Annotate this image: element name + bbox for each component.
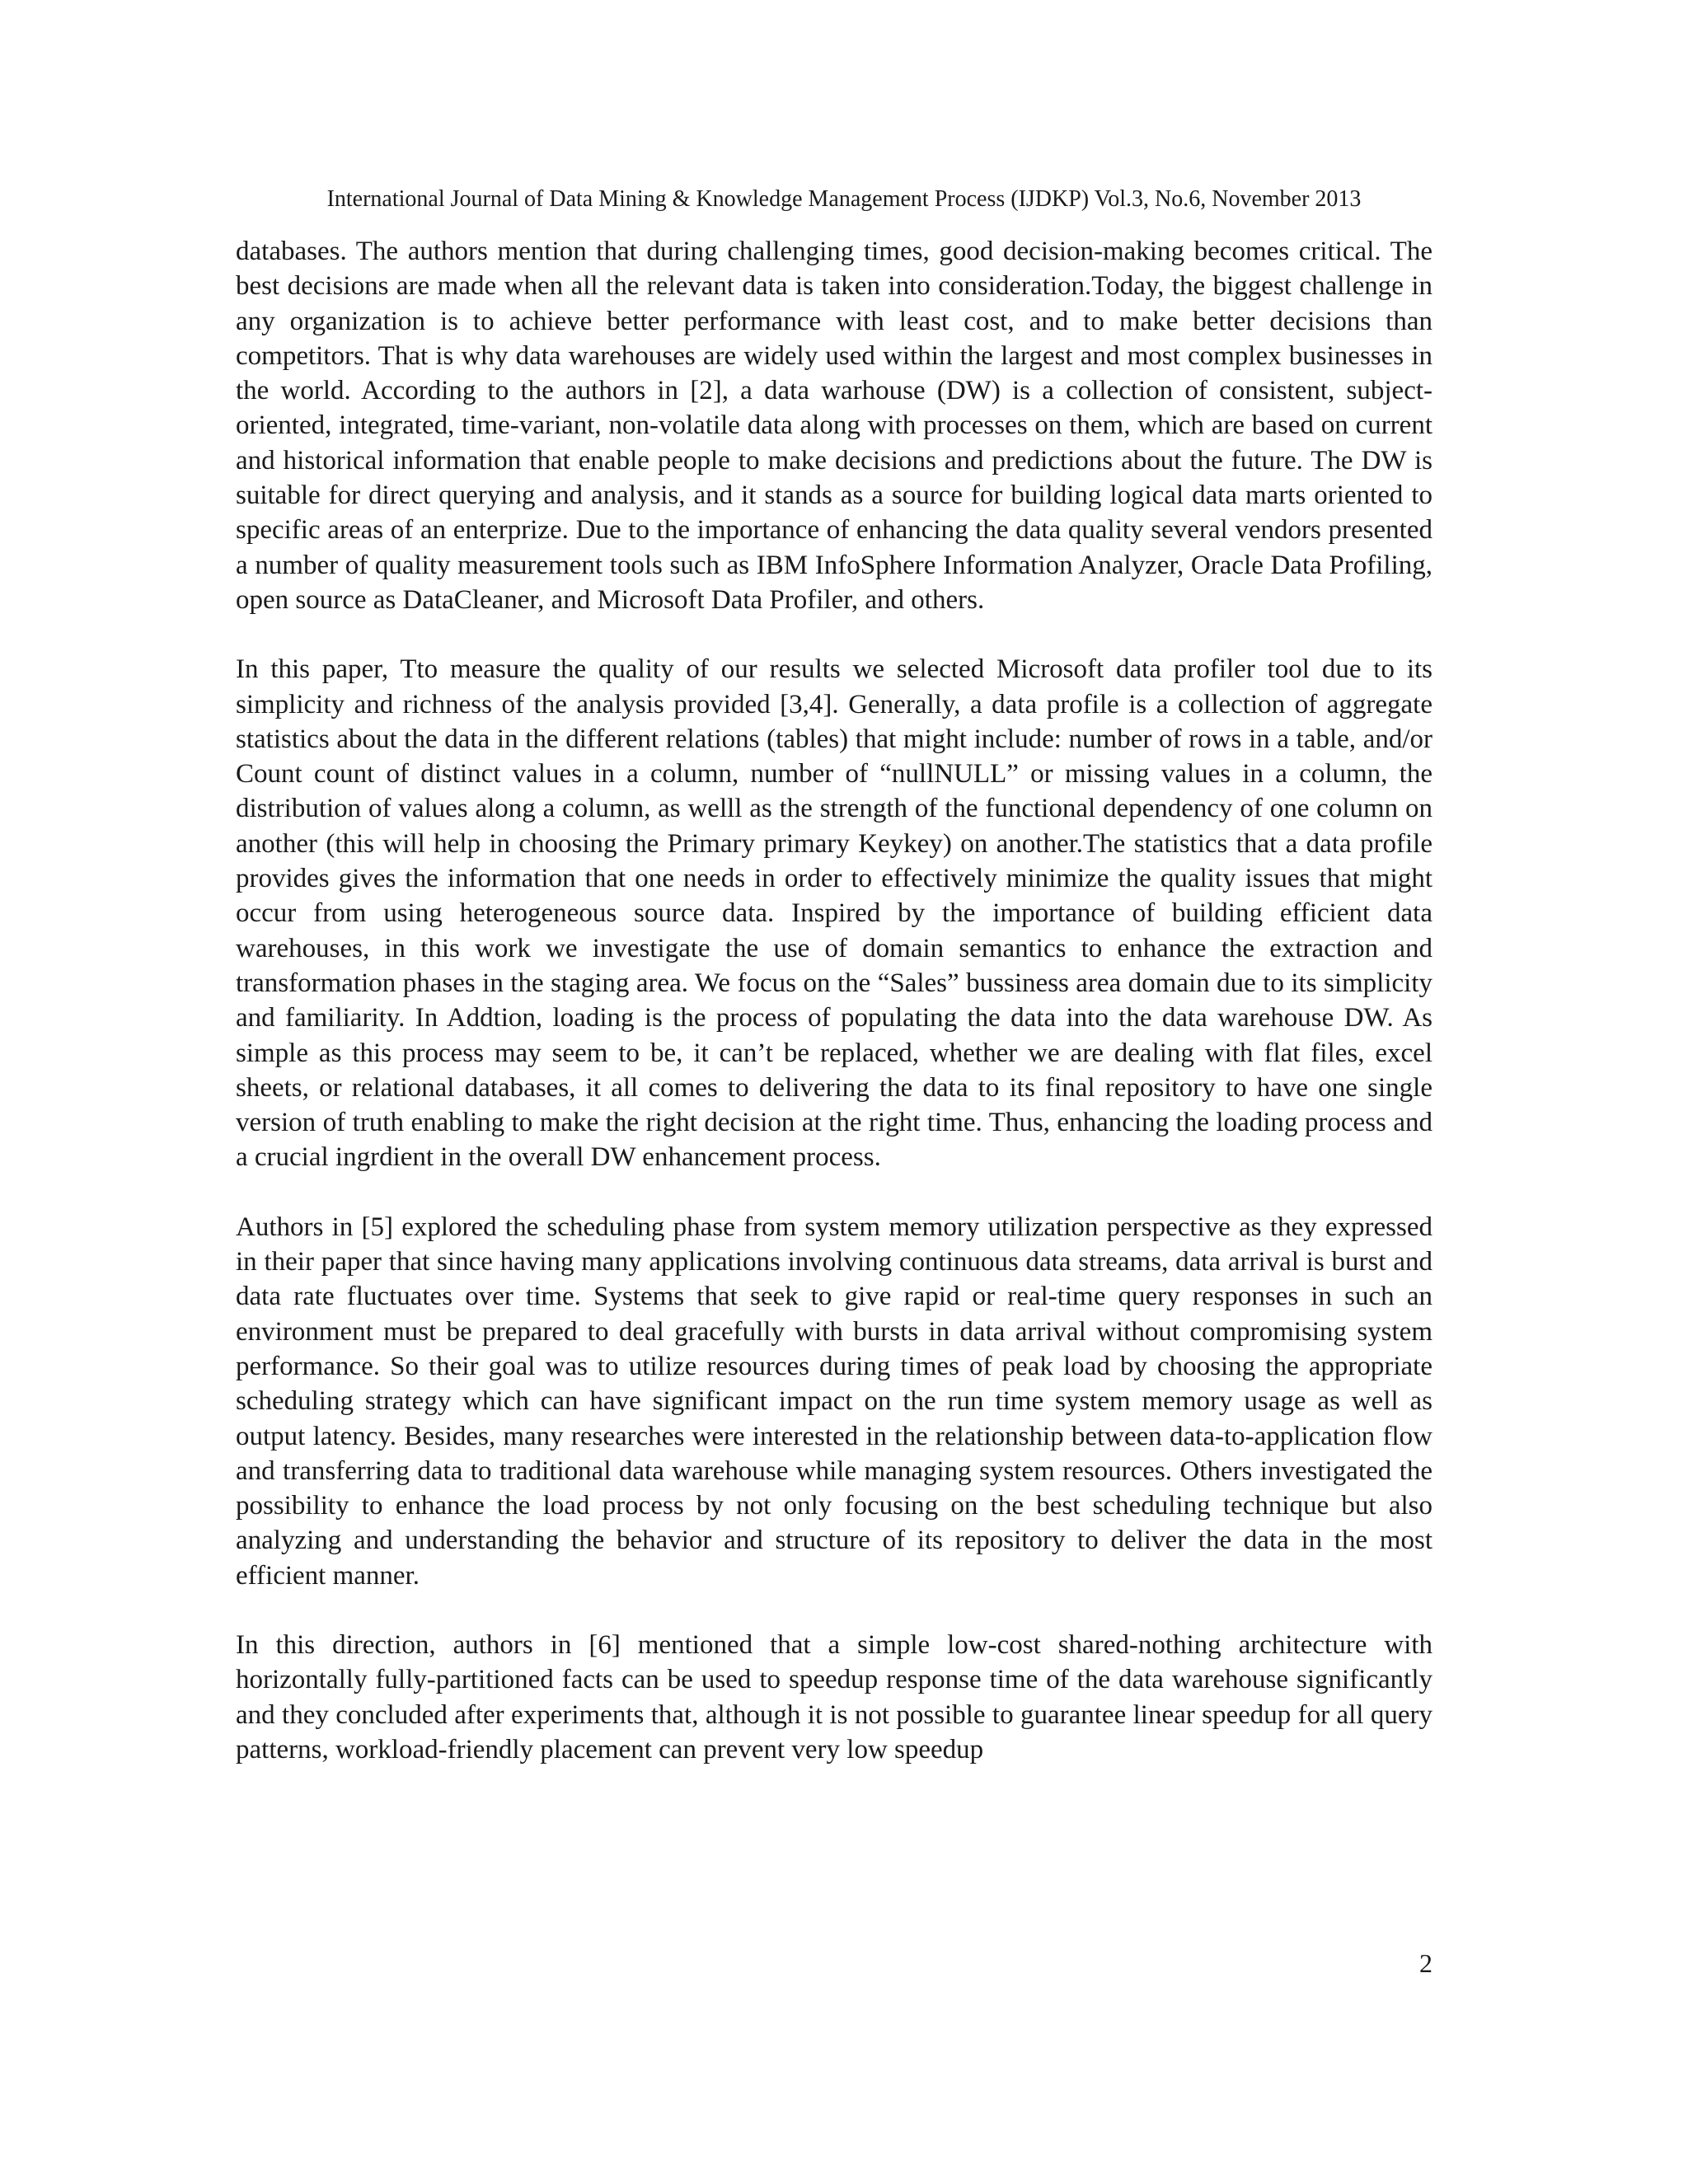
paragraph: In this direction, authors in [6] mentioned that a simple low-cost shared-nothing architecture with horizontally fully-partitioned facts can be used to speedup response time of the data warehouse significantly and they concluded after experiments that, although it is not possible to guarantee linear speedup for all query patterns, workload-friendly placement can prevent very low speedup [236,1629,1432,1765]
paragraph: databases. The authors mention that during challenging times, good decision-making becomes critical. The best decisions are made when all the relevant data is taken into consideration.Today, the biggest challenge in any organization is to achieve better performance with least cost, and to make better decisions than competitors. That is why data warehouses are widely used within the largest and most complex businesses in the world. According to the authors in [2], a data warhouse (DW) is a collection of consistent, subject-oriented, integrated, time-variant, non-volatile data along with processes on them, which are based on current and historical information that enable people to make decisions and predictions about the future. The DW is suitable for direct querying and analysis, and it stands as a source for building logical data marts oriented to specific areas of an enterprize. Due to the importance of enhancing the data quality several vendors presented a number of quality measurement tools such as IBM InfoSphere Information Analyzer, Oracle Data Profiling, open source as DataCleaner, and Microsoft Data Profiler, and others. [236,237,1432,615]
paragraph: Authors in [5] explored the scheduling phase from system memory utilization perspective as they expressed in their paper that since having many applications involving continuous data streams, data arrival is burst and data rate fluctuates over time. Systems that seek to give rapid or real-time query responses in such an environment must be prepared to deal gracefully with bursts in data arrival without compromising system performance. So their goal was to utilize resources during times of peak load by choosing the appropriate scheduling strategy which can have significant impact on the run time system memory usage as well as output latency. Besides, many researches were interested in the relationship between data-to-application flow and transferring data to traditional data warehouse while managing system resources. Others investigated the possibility to enhance the load process by not only focusing on the best scheduling technique but also analyzing and understanding the behavior and structure of its repository to deliver the data in the most efficient manner. [236,1212,1432,1591]
running-header: International Journal of Data Mining & Knowledge Management Process (IJDKP) Vol.3, No.6, November 2013 [326,186,1362,212]
page-number: 2 [1419,1948,1432,1978]
body-text [236,234,1432,1767]
paragraph: In this paper, Tto measure the quality of our results we selected Microsoft data profiler tool due to its simplicity and richness of the analysis provided [3,4]. Generally, a data profile is a collection of aggregate statistics about the data in the different relations (tables) that might include: number of rows in a table, and/or Count count of distinct values in a column, number of “nullNULL” or missing values in a column, the distribution of values along a column, as welll as the strength of the functional dependency of one column on another (this will help in choosing the Primary primary Keykey) on another.The statistics that a data profile provides gives the information that one needs in order to effectively minimize the quality issues that might occur from using heterogeneous source data. Inspired by the importance of building efficient data warehouses, in this work we investigate the use of domain semantics to enhance the extraction and transformation phases in the staging area. We focus on the “Sales” bussiness area domain due to its simplicity and familiarity. In Addtion, loading is the process of populating the data into the data warehouse DW. As simple as this process may seem to be, it can’t be replaced, whether we are dealing with flat files, excel sheets, or relational databases, it all comes to delivering the data to its final repository to have one single version of truth enabling to make the right decision at the right time. Thus, enhancing the loading process and a crucial ingrdient in the overall DW enhancement process. [236,654,1432,1173]
